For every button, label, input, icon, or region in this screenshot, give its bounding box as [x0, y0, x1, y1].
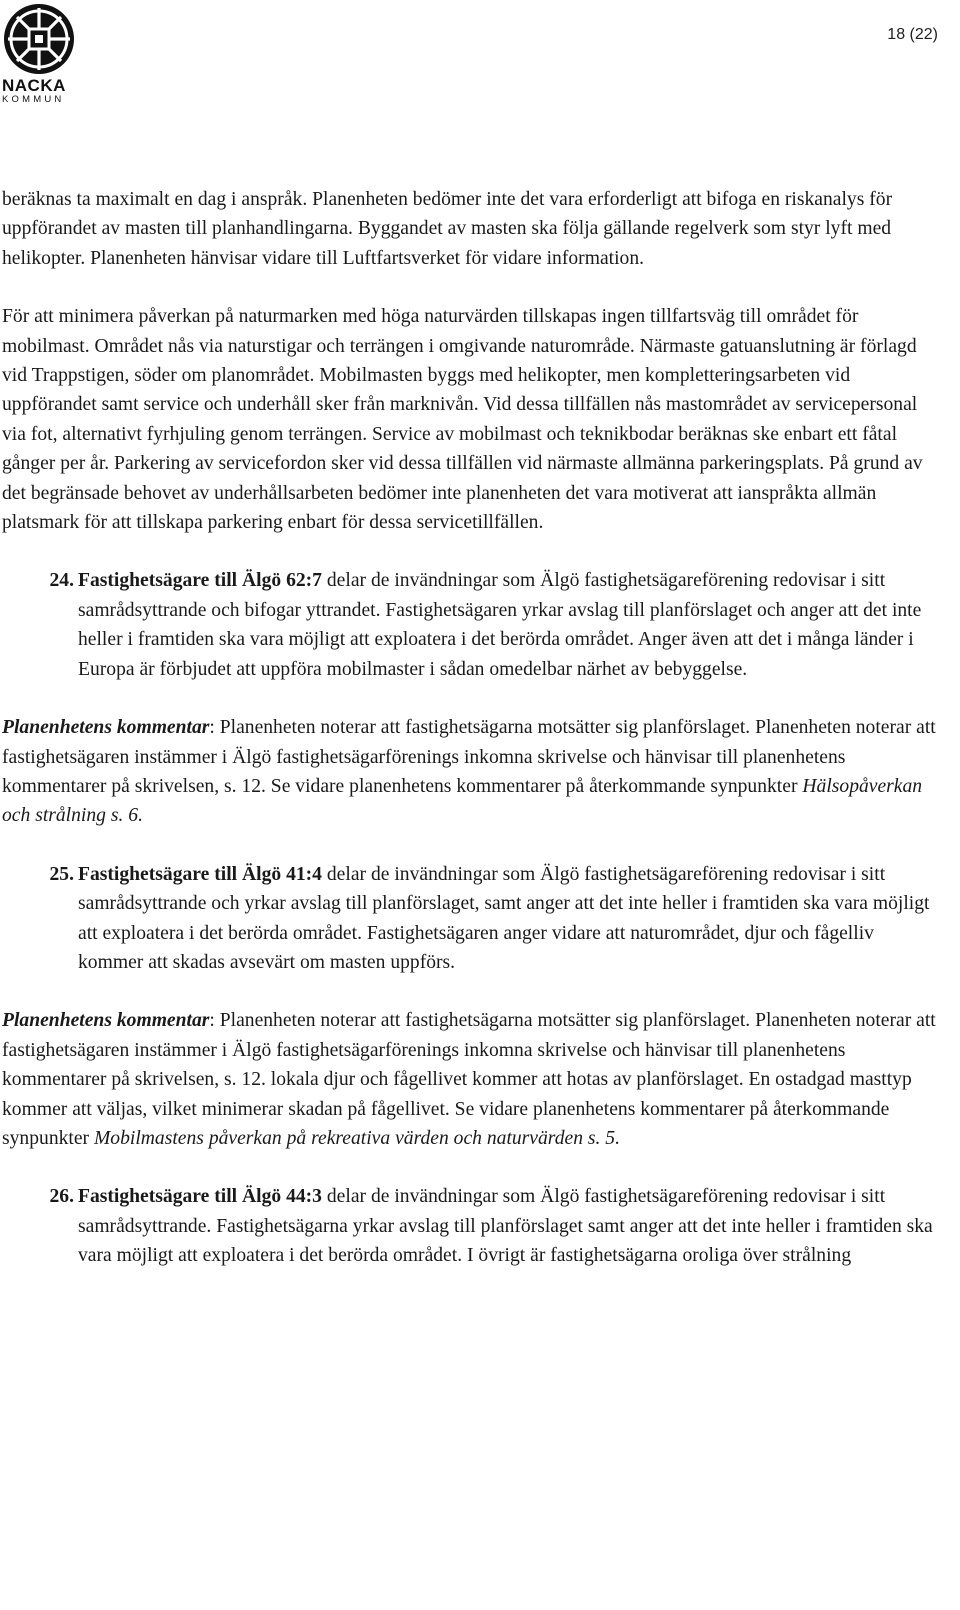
- comment-text: : Planenheten noterar att fastighetsägarna motsätter sig planförslaget. Planenheten noterar att fastighetsägaren instämmer i Älgö fastighetsägarförenings inkomna skrivelse och hänvisar till planenhetens kommentarer på skrivelsen, s. 12. Se vidare planenhetens kommentarer på återkommande synpunkter: [2, 717, 936, 797]
- municipal-emblem-icon: [2, 2, 76, 76]
- paragraph: beräknas ta maximalt en dag i anspråk. Planenheten bedömer inte det vara erforderligt att bifoga en riskanalys för uppförandet av masten till planhandlingarna. Byggandet av masten ska följa gällande regelverk som styr lyft med helikopter. Planenheten hänvisar vidare till Luftfartsverket för vidare information.: [2, 189, 893, 269]
- comment-label: Planenhetens kommentar: [2, 717, 210, 739]
- comment-paragraph: [2, 713, 938, 831]
- item-text: [78, 1182, 938, 1270]
- item-body: delar de invändningar som Älgö fastighetsägareförening redovisar i sitt samrådsyttrande och bifogar yttrandet. Fastighetsägaren yrkar avslag till planförslaget och anger att det inte heller i framtiden ska vara möjligt att exploatera i det berörda området. Anger även att det i många länder i Europa är förbjudet att uppföra mobilmaster i sådan omedelbar närhet av bebyggelse.: [78, 570, 922, 680]
- logo-name: NACKA: [2, 76, 66, 95]
- logo-subtitle: KOMMUN: [2, 94, 65, 105]
- list-item: [2, 860, 938, 978]
- list-item: [2, 1182, 938, 1270]
- comment-text: : Planenheten noterar att fastighetsägarna motsätter sig planförslaget. Planenheten noterar att fastighetsägaren instämmer i Älgö fastighetsägarförenings inkomna skrivelse och hänvisar till planenhetens kommentarer på skrivelsen, s. 12. lokala djur och fågellivet kommer att hotas av planförslaget. En ostadgad masttyp kommer att väljas, vilket minimerar skadan på fågellivet. Se vidare planenhetens kommentarer på återkommande synpunkter: [2, 1010, 936, 1149]
- item-body: delar de invändningar som Älgö fastighetsägareförening redovisar i sitt samrådsyttrande. Fastighetsägarna yrkar avslag till planförslaget samt anger att det inte heller i framtiden ska vara möjligt att exploatera i det berörda området. I övrigt är fastighetsägarna oroliga över strålning: [78, 1186, 933, 1267]
- page-number: 18 (22): [887, 26, 938, 43]
- paragraph: För att minimera påverkan på naturmarken med höga naturvärden tillskapas ingen tillfartsväg till området för mobilmast. Området nås via naturstigar och terrängen i omgivande naturområde. Närmaste gatuanslutning är förlagd vid Trappstigen, söder om planområdet. Mobilmasten byggs med helikopter, men kompletteringsarbeten vid uppförandet samt service och underhåll sker från marknivån. Vid dessa tillfällen nås mastområdet av servicepersonal via fot, alternativt fyrhjuling genom terrängen. Service av mobilmast och teknikbodar beräknas ske enbart ett fåtal gånger per år. Parkering av servicefordon sker vid dessa tillfällen vid närmaste allmänna parkeringsplats. På grund av det begränsade behovet av underhållsarbeten bedömer inte planenheten det vara motiverat att ianspråkta allmän platsmark för att tillskapa parkering enbart för dessa servicetillfällen.: [2, 306, 923, 534]
- comment-label: Planenhetens kommentar: [2, 1010, 210, 1032]
- item-heading: Fastighetsägare till Älgö 62:7: [78, 570, 322, 592]
- item-number: 25.: [49, 863, 74, 885]
- item-heading: Fastighetsägare till Älgö 44:3: [78, 1186, 322, 1208]
- nacka-kommun-logo: [2, 2, 80, 105]
- item-body: delar de invändningar som Älgö fastighetsägareförening redovisar i sitt samrådsyttrande och yrkar avslag till planförslaget, samt anger att det inte heller i framtiden ska vara möjligt att exploatera i det berörda området. Fastighetsägaren anger vidare att naturområdet, djur och fågelliv kommer att skadas avsevärt om masten uppförs.: [78, 863, 930, 973]
- comment-paragraph: [2, 1006, 938, 1153]
- item-text: [78, 566, 938, 684]
- document-body: [2, 185, 938, 1271]
- comment-reference: Mobilmastens påverkan på rekreativa värden och naturvärden s. 5.: [93, 1127, 621, 1149]
- list-item: [2, 566, 938, 684]
- item-text: [78, 860, 938, 978]
- item-number: 24.: [49, 570, 74, 592]
- item-number: 26.: [49, 1186, 74, 1208]
- item-heading: Fastighetsägare till Älgö 41:4: [78, 863, 322, 885]
- comment-reference: Hälsopåverkan och strålning s. 6.: [2, 775, 923, 827]
